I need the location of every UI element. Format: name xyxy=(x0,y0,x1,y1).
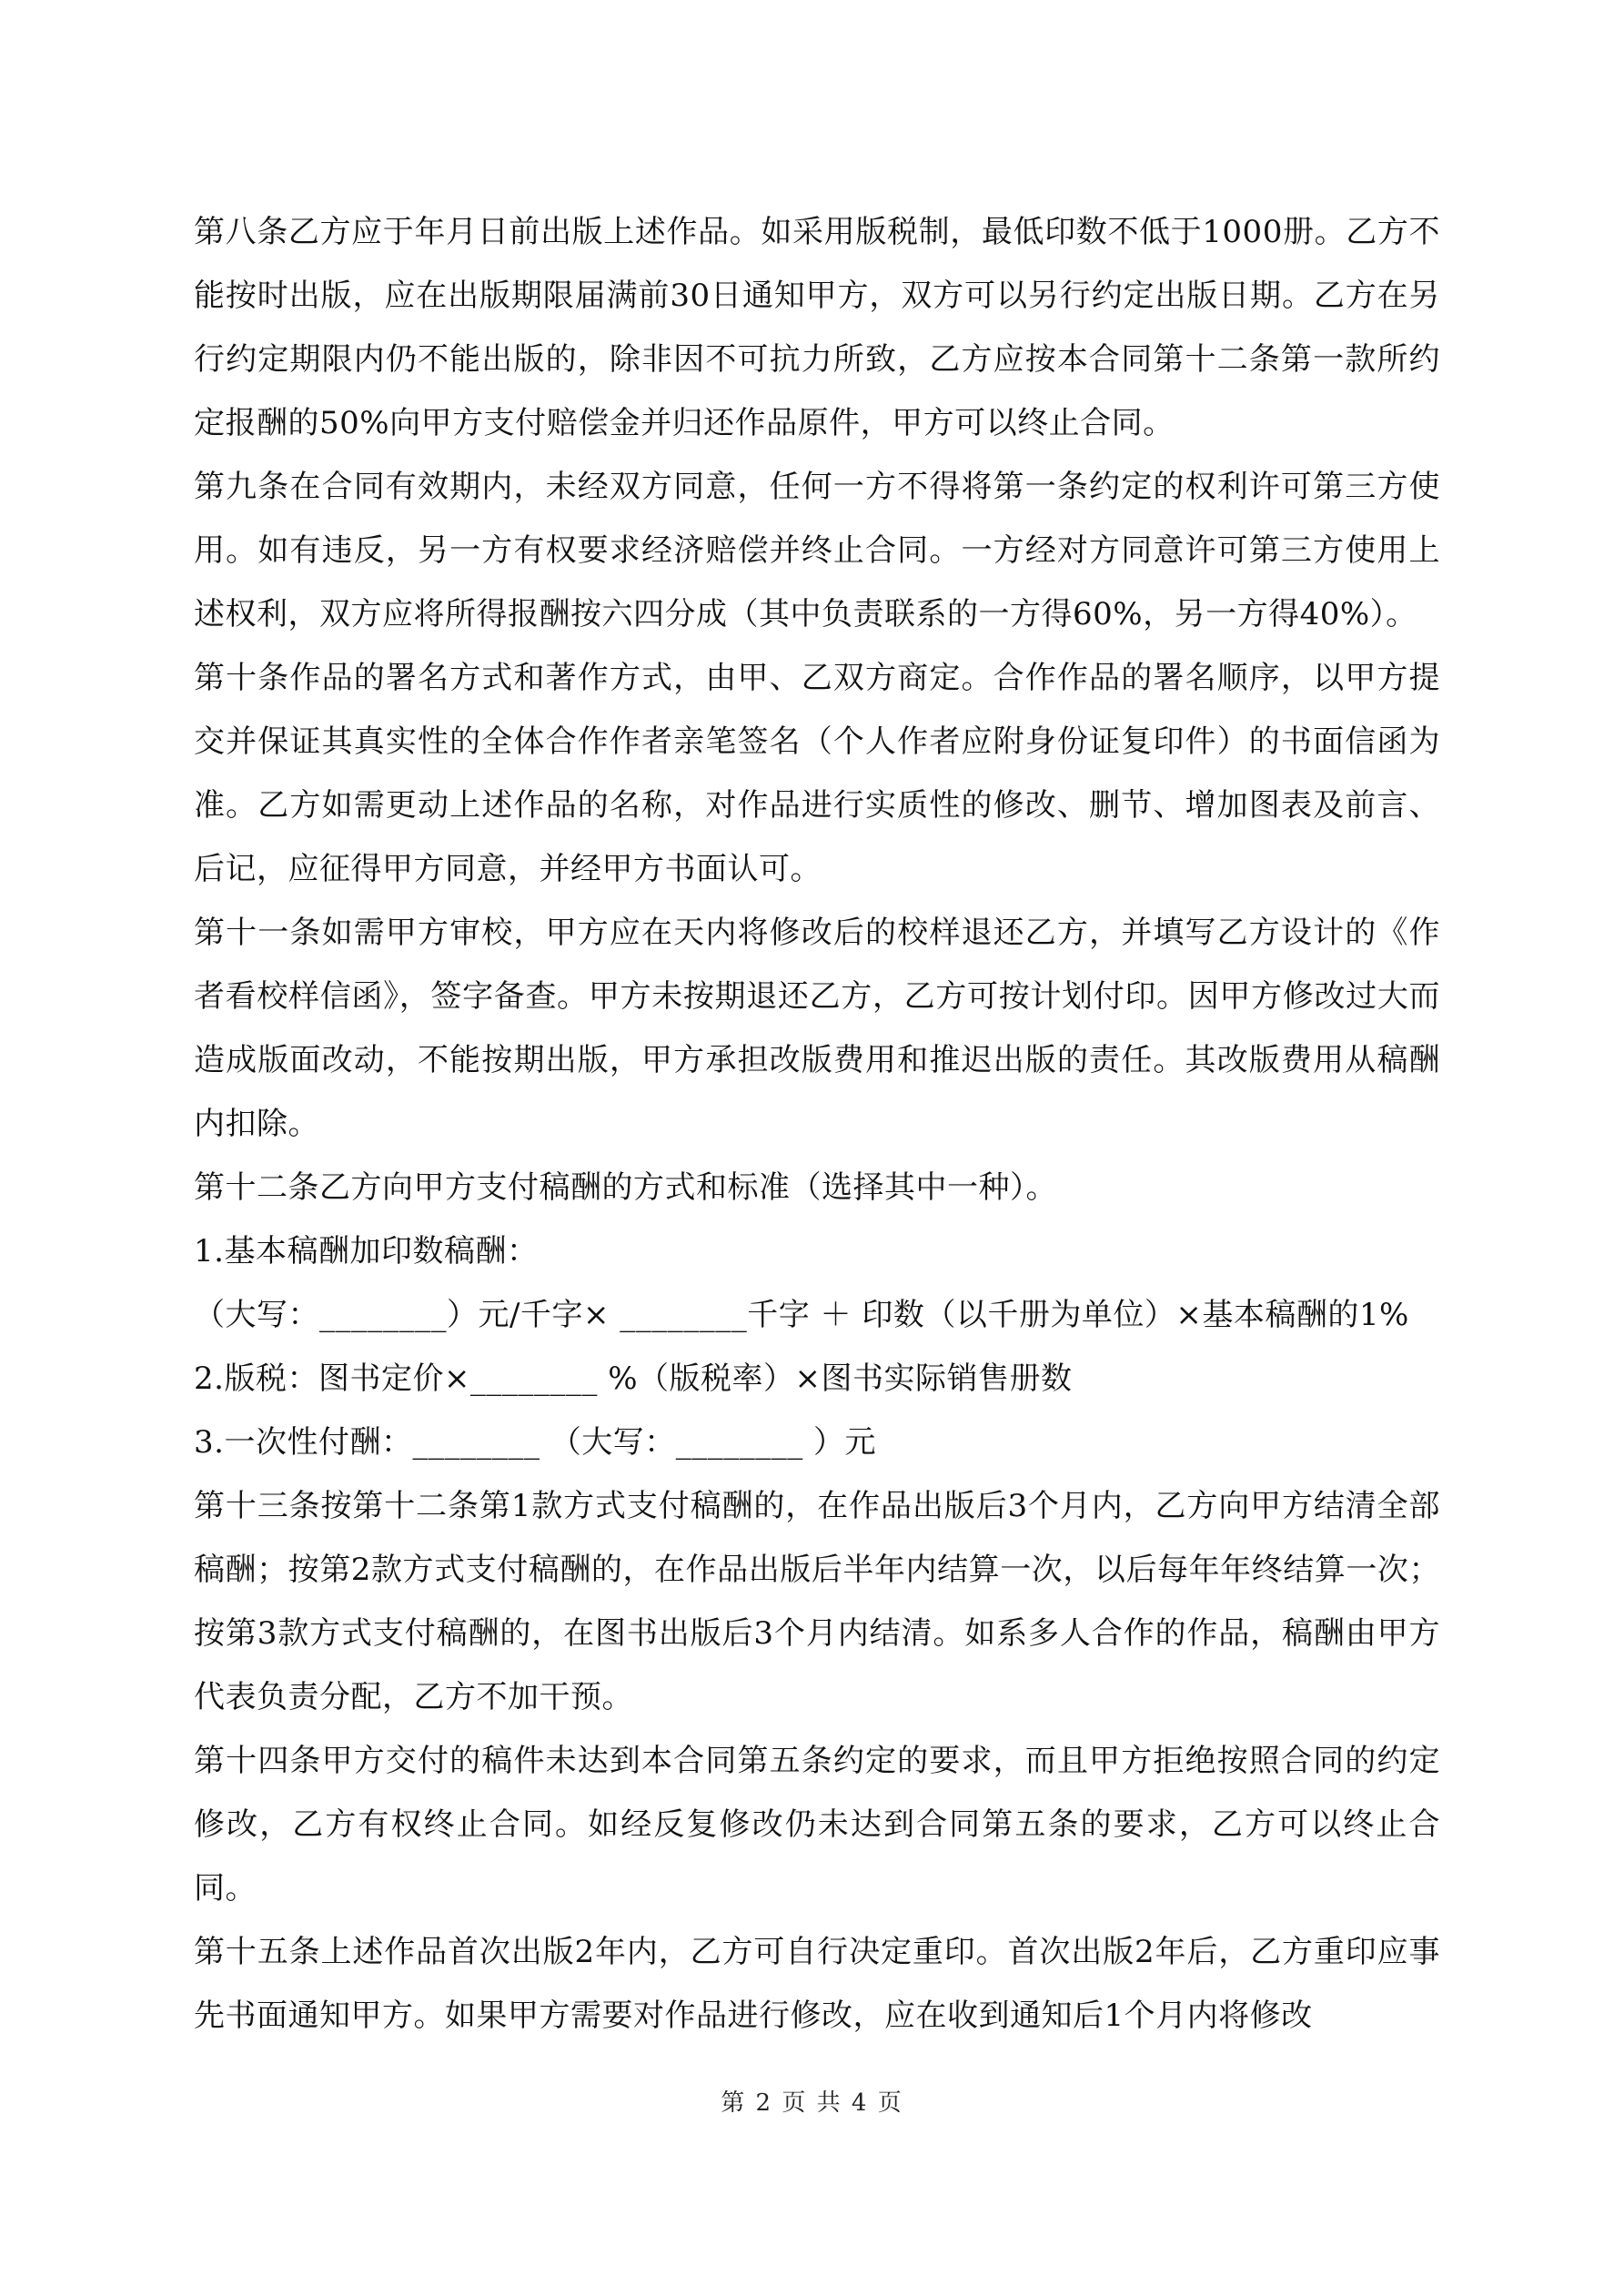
payment-option-1-formula: （大写：________）元/千字× ________千字 ＋ 印数（以千册为单位）×基本稿酬的1% xyxy=(194,1297,1409,1333)
article-14: 第十四条甲方交付的稿件未达到本合同第五条约定的要求，而且甲方拒绝按照合同的约定修改，乙方有权终止合同。如经反复修改仍未达到合同第五条的要求，乙方可以终止合同。 xyxy=(194,1743,1440,1907)
article-9: 第九条在合同有效期内，未经双方同意，任何一方不得将第一条约定的权利许可第三方使用。如有违反，另一方有权要求经济赔偿并终止合同。一方经对方同意许可第三方使用上述权利，双方应将所得报酬按六四分成（其中负责联系的一方得60%，另一方得40%）。 xyxy=(194,469,1440,632)
page-footer: 第 2 页 共 4 页 xyxy=(721,2089,903,2117)
article-11: 第十一条如需甲方审校，甲方应在天内将修改后的校样退还乙方，并填写乙方设计的《作者看校样信函》，签字备查。甲方未按期退还乙方，乙方可按计划付印。因甲方修改过大而造成版面改动，不能按期出版，甲方承担改版费用和推迟出版的责任。其改版费用从稿酬内扣除。 xyxy=(194,915,1440,1142)
document-body xyxy=(194,200,1440,2048)
article-12: 第十二条乙方向甲方支付稿酬的方式和标准（选择其中一种）。 xyxy=(194,1169,1057,1206)
payment-option-1: 1.基本稿酬加印数稿酬： xyxy=(194,1233,539,1269)
payment-option-2: 2.版税：图书定价×________ %（版税率）×图书实际销售册数 xyxy=(194,1360,1073,1397)
payment-option-3: 3.一次性付酬：________ （大写：________ ）元 xyxy=(194,1424,877,1461)
article-15: 第十五条上述作品首次出版2年内，乙方可自行决定重印。首次出版2年后，乙方重印应事先书面通知甲方。如果甲方需要对作品进行修改，应在收到通知后1个月内将修改 xyxy=(194,1934,1440,2034)
article-8: 第八条乙方应于年月日前出版上述作品。如采用版税制，最低印数不低于1000册。乙方不能按时出版，应在出版期限届满前30日通知甲方，双方可以另行约定出版日期。乙方在另行约定期限内仍不能出版的，除非因不可抗力所致，乙方应按本合同第十二条第一款所约定报酬的50%向甲方支付赔偿金并归还作品原件，甲方可以终止合同。 xyxy=(194,214,1440,441)
article-10: 第十条作品的署名方式和著作方式，由甲、乙双方商定。合作作品的署名顺序，以甲方提交并保证其真实性的全体合作作者亲笔签名（个人作者应附身份证复印件）的书面信函为准。乙方如需更动上述作品的名称，对作品进行实质性的修改、删节、增加图表及前言、后记，应征得甲方同意，并经甲方书面认可。 xyxy=(194,660,1440,887)
article-13: 第十三条按第十二条第1款方式支付稿酬的，在作品出版后3个月内，乙方向甲方结清全部稿酬；按第2款方式支付稿酬的，在作品出版后半年内结算一次，以后每年年终结算一次；按第3款方式支付稿酬的，在图书出版后3个月内结清。如系多人合作的作品，稿酬由甲方代表负责分配，乙方不加干预。 xyxy=(194,1488,1440,1715)
